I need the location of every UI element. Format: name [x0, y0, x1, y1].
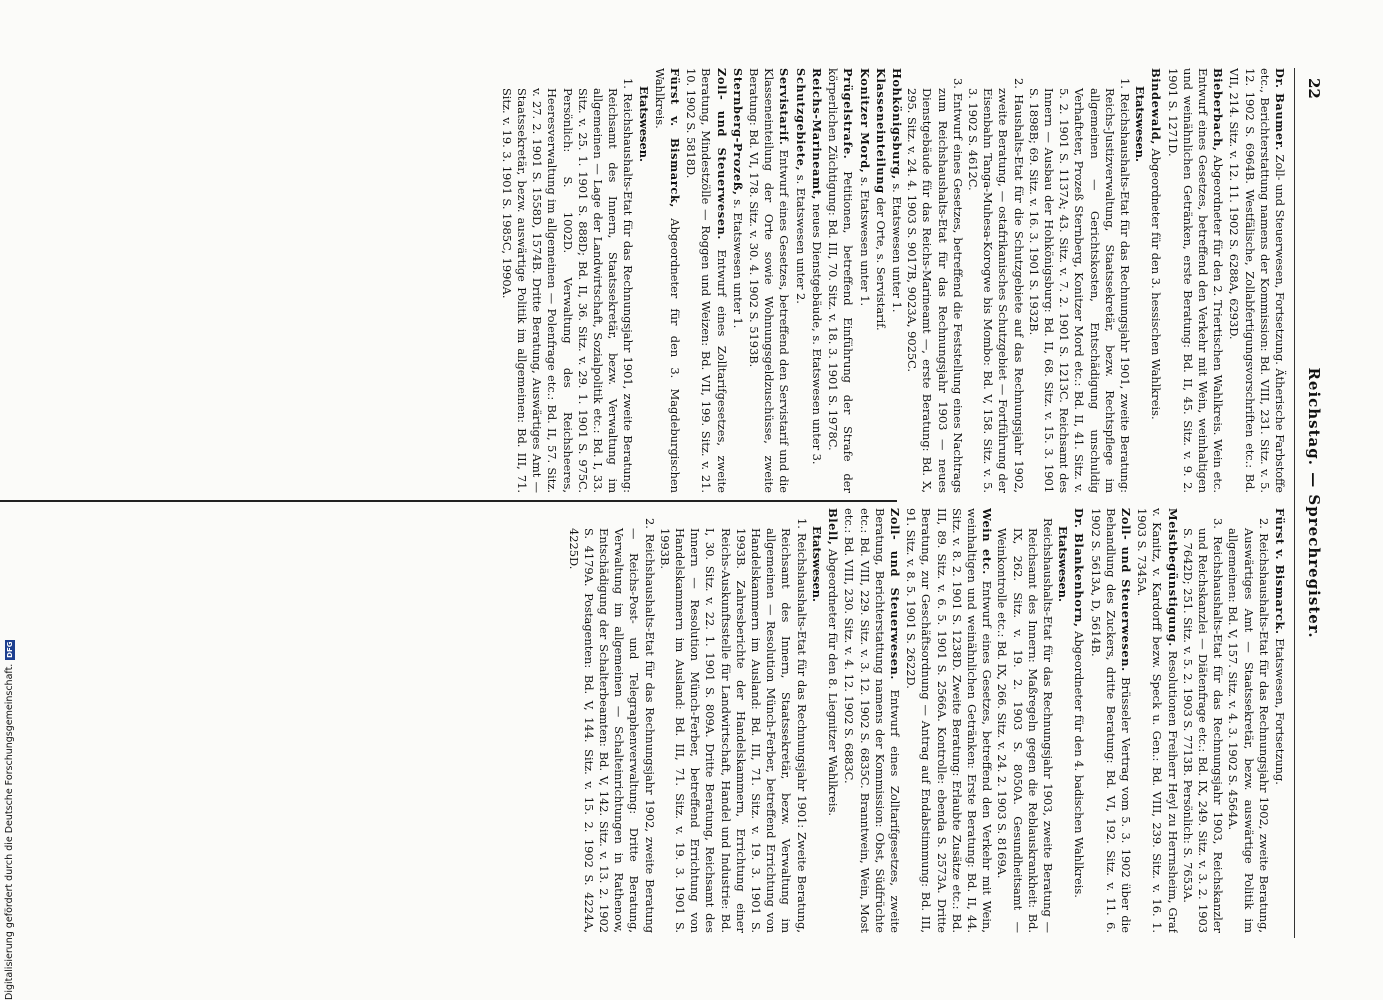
register-entry	[841, 508, 902, 933]
entry-name: Meistbegünstigung.	[1165, 508, 1180, 647]
register-entry	[809, 68, 824, 493]
register-entry	[683, 68, 729, 493]
entry-name: Dr. Baumer.	[1273, 68, 1287, 151]
entry-name: Prügelstrafe.	[841, 68, 856, 160]
entry-name: Konitzer Mord,	[857, 68, 872, 174]
entry-name: Fürst v. Bismarck.	[1273, 508, 1287, 635]
page-header	[1299, 68, 1325, 938]
section-heading: Etatswesen.	[636, 86, 651, 162]
entry-text: s. Etatswesen unter 1.	[857, 176, 872, 307]
entry-text: s. Etatswesen unter 1.	[889, 183, 904, 313]
entry-text: neues Dienstgebäude, s. Etatswesen unter 3.	[809, 203, 824, 465]
register-entry	[903, 508, 994, 933]
entry-text: Entwurf eines Zolltarifgesetzes, zweite Beratung, Berichterstattung namens der Kommission: Obst, Südfrüchte etc.: Bd. VIII, 229. Sitz. v. 3. 12. 1902 S. 6835C. Branntwein, Wein, Most etc.: Bd. VIII, 230. Sitz. v. 4. 12. 1902 S. 6883C.	[842, 508, 902, 933]
entry-text: Resolutionen Freiherr Heyl zu Herrnsheim, Graf v. Kanitz, v. Kardorff bezw. Speck u. Gen.: Bd. VIII, 239. Sitz. v. 16. 1. 1903 S. 7345A.	[1135, 508, 1180, 933]
entry-name: Blell,	[826, 508, 841, 546]
rotated-register-page	[60, 68, 1325, 938]
entry-text: Brüsseler Vertrag vom 5. 3. 1902 über die Behandlung des Zuckers, dritte Beratung: Bd. VI, 192. Sitz. v. 11. 6. 1902 S. 5613A, D, 5614B.	[1088, 508, 1133, 933]
entry-name: Hohkönigsburg,	[889, 68, 904, 180]
entry-text: Abgeordneter für den 3. Magdeburgischen Wahlkreis.	[652, 68, 683, 493]
register-item: 2. Haushalts-Etat für die Schutzgebiete auf das Rechnungsjahr 1902, zweite Beratung, — ostafrikanisches Schutzgebiet — Fortführung der Eisenbahn Tanga-Muhesa-Korogwe bis Mombo: Bd. V, 158. Sitz. v. 5. 3. 1902 S. 4612C.	[965, 78, 1026, 493]
register-item: 3. Entwurf eines Gesetzes, betreffend die Feststellung eines Nachtrags zum Reichshaushalts-Etat für das Rechnungsjahr 1903 — neues Dienstgebäude für das Reichs-Marineamt —, erste Beratung: Bd. X, 295. Sitz. v. 24. 4. 1903 S. 9017B, 9023A, 9025C.	[905, 78, 965, 493]
entry-text: Zoll- und Steuerwesen, Fortsetzung. Ätherische Farbstoffe etc., Berichterstattung namens der Kommission: Bd. VIII, 231. Sitz. v. 5. 12. 1902 S. 6964B. Westfälische, Zollabfertigungsvorschriften etc.: Bd. VII, 214. Sitz. v. 12. 11. 1902 S. 6288A, 6293D.	[1227, 68, 1287, 493]
left-column	[67, 68, 1287, 493]
right-column	[67, 508, 1287, 933]
register-entry	[730, 68, 745, 493]
entry-text: Abgeordneter für den 4. badischen Wahlkreis.	[1072, 631, 1087, 898]
register-entry	[856, 68, 871, 493]
column-divider	[0, 500, 897, 502]
entry-name: Bindewald,	[1149, 68, 1164, 145]
entry-name: Fürst v. Bismarck,	[668, 68, 683, 208]
register-entry	[1134, 508, 1180, 933]
register-entry	[652, 68, 682, 493]
running-title: Reichstag. — Sprechregister.	[1305, 367, 1323, 639]
entry-name: Servistarif.	[777, 68, 792, 146]
entry-text: s. Etatswesen unter 2.	[793, 174, 808, 304]
entry-name: Sternberg-Prozeß,	[730, 68, 745, 196]
register-entry	[793, 68, 808, 493]
register-item: 2. Reichshaushalts-Etat für das Rechnungsjahr 1902, zweite Beratung — Reichs-Post- und Telegraphenverwaltung: Dritte Beratung, Verwaltung im allgemeinen — Schalteinrichtungen in Rathenow, Entschädigung der Schalterbeamten: Bd. V, 142. Sitz. v. 13. 2. 1902 S. 4179A. Postagenten: Bd. V, 144. Sitz. v. 15. 2. 1902 S. 4224A, 4225D.	[566, 518, 657, 933]
entry-text: der Orte, s. Servistarif.	[873, 197, 888, 331]
register-item: 1. Reichshaushalts-Etat für das Rechnungsjahr 1901, zweite Beratung: Reichsamt des Innern, Staatssekretär, bezw. Verwaltung im allgemeinen — Lage der Landwirtschaft, Sozialpolitik etc.: Bd. I, 33. Sitz. v. 25. 1. 1901 S. 888D; Bd. II, 36. Sitz. v. 29. 1. 1901 S. 975C. Persönlich: S. 1002D. Verwaltung des Reichsheeres, Heeresverwaltung im allgemeinen — Polenfrage etc.: Bd. II, 57. Sitz. v. 27. 2. 1901 S. 1558D, 1574B. Dritte Beratung, Auswärtiges Amt — Staatssekretär, bezw. auswärtige Politik im allgemeinen: Bd. III, 71. Sitz. v. 19. 3. 1901 S. 1985C, 1990A.	[499, 78, 636, 493]
register-entry	[1226, 68, 1287, 493]
header-rule	[1294, 68, 1295, 938]
register-entry	[889, 68, 904, 493]
entry-text: Etatswesen, Fortsetzung.	[1273, 638, 1287, 785]
entry-name: Schutzgebiete,	[793, 68, 808, 172]
register-entry	[1164, 68, 1225, 493]
section-heading: Etatswesen.	[1133, 86, 1148, 162]
entry-text: Entwurf eines Gesetzes, betreffend den Servistarif und die Klasseneinteilung der Orte sowie Wohnungsgeldzuschüsse, zweite Beratung: Bd. VI, 178. Sitz. v. 30. 4. 1902 S. 5193B.	[747, 68, 792, 493]
entry-name: Zoll- und Steuerwesen.	[887, 508, 902, 680]
register-entry	[825, 68, 855, 493]
entry-name: Bieberbach,	[1211, 68, 1226, 152]
entry-name: Klasseneinteilung	[873, 68, 888, 194]
register-entry	[746, 68, 792, 493]
entry-text: Abgeordneter für den 3. hessischen Wahlkreis.	[1149, 148, 1164, 420]
entry-name: Reichs-Marineamt,	[809, 68, 824, 201]
entry-name: Dr. Blankenhorn,	[1072, 508, 1087, 628]
entry-text: Entwurf eines Gesetzes, betreffend den Verkehr mit Wein, weinhaltigen und weinähnlichen Getränken: Erste Beratung: Bd. II, 44. Sitz. v. 8. 2. 1901 S. 1238D. Zweite Beratung: Erlaubte Zusätze etc.: Bd. III, 89. Sitz. v. 6. 5. 1901 S. 2566A. Kontrolle: ebenda S. 2573A. Dritte Beratung, zur Geschäftsordnung — Antrag auf Endabstimmung: Bd. III, 91. Sitz. v. 8. 5. 1901 S. 2622D.	[904, 508, 995, 933]
register-entry	[1272, 508, 1287, 933]
register-item: 1. Reichshaushalts-Etat für das Rechnungsjahr 1901: Zweite Beratung, Reichsamt des Innern, Staatssekretär, bezw. Verwaltung im allgemeinen — Resolution Münch-Ferber, betreffend Errichtung von Handelskammern im Ausland: Bd. III, 71. Sitz. v. 19. 3. 1901 S. 1993B. Zahresberichte der Handelskammern, Errichtung einer Reichs-Auskunftsstelle für Landwirtschaft, Handel und Industrie: Bd. I, 30. Sitz. v. 22. 1. 1901 S. 809A. Dritte Beratung, Reichsamt des Innern — Resolution Münch-Ferber, betreffend Errichtung von Handelskammern im Ausland: Bd. III, 71. Sitz. v. 19. 3. 1901 S. 1993B.	[657, 518, 809, 933]
register-item: 2. Reichshaushalts-Etat für das Rechnungsjahr 1902, zweite Beratung, Auswärtiges Amt — Staatssekretär, bezw. auswärtige Politik im allgemeinen: Bd. V, 157. Sitz. v. 4. 3. 1902 S. 4564A.	[1226, 518, 1271, 933]
credit-text: Digitalisierung gefördert durch die Deutsche Forschungsgemeinschaft.	[4, 663, 15, 1000]
entry-name: Zoll- und Steuerwesen.	[1118, 508, 1133, 672]
page-number: 22	[1305, 78, 1323, 99]
register-entry	[873, 68, 888, 493]
entry-text: Abgeordneter für den 8. Liegnitzer Wahlkreis.	[826, 549, 841, 817]
register-entry	[1148, 68, 1163, 493]
section-heading: Etatswesen.	[809, 526, 824, 602]
entry-text: Petitionen, betreffend Einführung der Strafe der körperlichen Züchtigung: Bd. III, 70. Sitz. v. 18. 3. 1901 S. 1978C.	[826, 68, 856, 493]
register-entry	[1071, 508, 1086, 933]
entry-text: s. Etatswesen unter 1.	[730, 199, 745, 329]
entry-text: Entwurf eines Zolltarifgesetzes, zweite Beratung, Mindestzölle — Roggen und Weizen: Bd. VII, 199. Sitz. v. 21. 10. 1902 S. 5818D.	[684, 68, 729, 493]
register-item: 3. Reichshaushalts-Etat für das Rechnungsjahr 1903, Reichskanzler und Reichskanzlei — Diätenfrage etc.: Bd. IX, 249. Sitz. v. 3. 2. 1903 S. 7642D; 251. Sitz. v. 5. 2. 1903 S. 7713B. Persönlich: S. 7653A.	[1180, 518, 1226, 933]
register-entry	[825, 508, 840, 933]
register-item: Reichshaushalts-Etat für das Rechnungsjahr 1903, zweite Beratung — Reichsamt des Innern: Maßregeln gegen die Reblauskrankheit: Bd. IX, 262. Sitz. v. 19. 2. 1903 S. 8050A. Gesundheitsamt — Weinkontrolle etc.: Bd. IX, 266. Sitz. v. 24. 2. 1903 S. 8169A.	[995, 518, 1055, 933]
entry-text: Abgeordneter für den 2. Triertischen Wahlkreis. Wein etc. Entwurf eines Gesetzes, betreffend den Verkehr mit Wein, weinhaltigen und weinähnlichen Getränken, erste Beratung: Bd. II, 45. Sitz. v. 9. 2. 1901 S. 1271D.	[1165, 68, 1226, 493]
digitization-credit	[4, 640, 15, 1000]
entry-name: Wein etc.	[980, 508, 995, 575]
register-entry	[1087, 508, 1133, 933]
entry-name: Zoll- und Steuerwesen.	[714, 68, 729, 240]
section-heading: Etatswesen.	[1056, 526, 1071, 602]
register-item: 1. Reichshaushalts-Etat für das Rechnungsjahr 1901, zweite Beratung: Reichs-Justizverwaltung, Staatssekretär, bezw. Rechtspflege im allgemeinen — Gerichtskosten, Entschädigung unschuldig Verhafteter, Prozeß Sternberg, Konitzer Mord etc.: Bd. II, 41. Sitz. v. 5. 2. 1901 S. 1137A; 43. Sitz. v. 7. 2. 1901 S. 1213C. Reichsamt des Innern — Ausbau der Hohkönigsburg: Bd. II, 68. Sitz. v. 15. 3. 1901 S. 1898B; 69. Sitz. v. 16. 3. 1901 S. 1932B.	[1026, 78, 1132, 493]
dfg-logo: DFG	[5, 641, 14, 658]
